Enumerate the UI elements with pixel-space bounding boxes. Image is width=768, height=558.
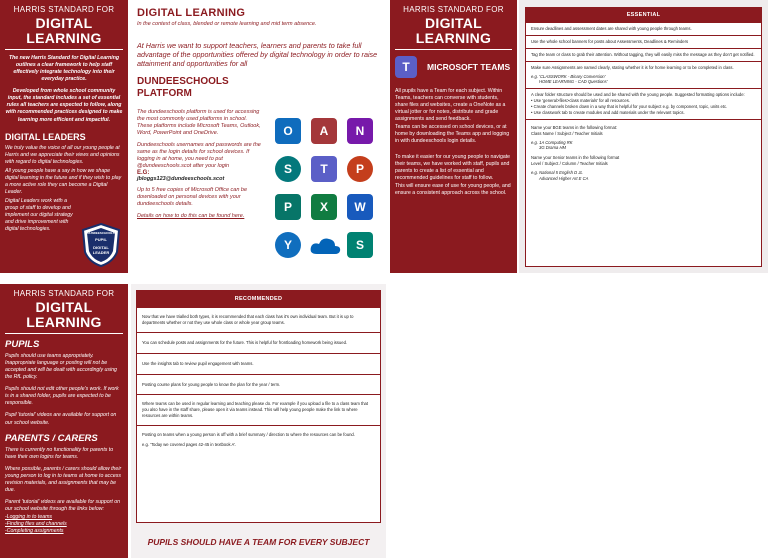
link-completing-assignments[interactable]: -Completing assignments [5, 527, 64, 534]
leaders-p2: All young people have a say in how we shape digital learning in the future and if they wish to play a more active role they can become a Digital Leader. [5, 167, 122, 195]
yammer-icon: Y [275, 232, 301, 258]
platform-p2: Dundeeschools usernames and passwords are the same as the login details for school devices. If logging in at home, you need to put @dundeeschools.scot after your login [137, 141, 261, 169]
recommended-table [136, 290, 381, 523]
badge-top-text: DUNDEESCHOOLS [87, 231, 115, 235]
excel-icon: X [311, 194, 337, 220]
essential-row: Name your BGE teams in the following format: Class Name / Subject / Teacher Initials e.g. 1A Computing RK 3G Drama HM Name your Senior teams in the following format Level / Subject / Column / Teacher Initials e.g. National 5 English D JL Advanced Higher Art E CA [526, 119, 761, 185]
link-logging-in[interactable]: -Logging in to teams [5, 513, 53, 520]
footer-banner: PUPILS SHOULD HAVE A TEAM FOR EVERY SUBJECT [147, 537, 370, 547]
badge-bot2-text: LEADER [92, 250, 110, 255]
recommended-row: Posting course plans for young people to know the plan for the year / term. [137, 374, 380, 395]
teams-p2: Teams can be accessed on school devices, or at home by downloading the Teams app and logging in with dundeeschools login details. [395, 124, 510, 145]
outlook-icon: O [275, 118, 301, 144]
pupils-p2: Pupils should not edit other people's work. If work is in a shared folder, pupils are expected to be responsible. [5, 386, 119, 407]
badge-bot1-text: DIGITAL [93, 245, 109, 250]
details-link[interactable]: Details on how to do this can be found here. [137, 212, 245, 219]
leaders-heading: DIGITAL LEADERS [5, 131, 86, 142]
recommended-header: RECOMMENDED [137, 291, 380, 307]
teams-p1: All pupils have a Team for each subject. Within Teams, teachers can converse with students, share files and websites, create a OneNote as a virtual jotter or for notes, distribute and grade assignments and send feedback. [395, 88, 506, 123]
leaders-p1: We truly value the voice of all our young people at Harris and we appreciate their views and opinions with regard to digital technologies. [5, 144, 120, 165]
platform-p1: The dundeeschools platform is used for accessing the most commonly used platforms in school. These platforms include Microsoft Teams, Outlook, Word, PowerPoint and OneDrive. [137, 109, 261, 137]
teams-p4: This will ensure ease of use for young people, and ensure a consistent approach across the school. [395, 182, 511, 196]
essential-header: ESSENTIAL [526, 8, 761, 22]
sharepoint-icon: S [275, 156, 301, 182]
developed-text: Developed from whole school community input, the standard includes a set of essential rules all teachers are expected to follow, along with recommended practices designed to make learning more efficient and impactful. [5, 88, 123, 123]
sway-icon: S [347, 232, 373, 258]
recommended-row: You can schedule posts and assignments for the future. This is helpful for frontloading homework being issued. [137, 332, 380, 353]
dl-intro: At Harris we want to support teachers, learners and parents to take full advantage of the opportunities offered by digital technology in order to raise attainment and opportunities for all [137, 41, 378, 68]
p3-title-small: HARRIS STANDARD FOR [403, 5, 504, 14]
dl-subheading: In the context of class, blended or remote learning and mid term absence. [137, 21, 317, 27]
essential-row: Tag the team or class to grab their attention. Without tagging, they will easily miss the message as they don't get notified. [526, 48, 761, 61]
essential-row: Use the whole school banners for posts about Assessments, Deadlines & Reminders [526, 35, 761, 48]
powerpoint-icon: P [347, 156, 373, 182]
publisher-icon: P [275, 194, 301, 220]
p4-title-big: DIGITAL LEARNING [26, 299, 102, 330]
recommended-row: Now that we have trialled both types, it is recommended that each class has it's own individual team. But it is up to departments whether or not they use whole class or whole year group teams. [137, 307, 380, 332]
panel-intro [0, 0, 128, 273]
panel-digital-learning [131, 0, 386, 273]
recommended-row: Posting on teams when a young person is off with a brief summary / direction to where the resources can be found. e.g. 'Today we covered pages 42-45 in textbook A'. [137, 425, 380, 454]
platform-heading-2: PLATFORM [137, 88, 192, 99]
digital-leader-badge [80, 222, 122, 268]
badge-mid-text: PUPIL [95, 237, 107, 242]
panel-microsoft-teams [390, 0, 517, 273]
leaders-p3: Digital Leaders work with a group of staff to develop and implement our digital strategy and drive improvement with digital technologies. [5, 197, 73, 232]
recommended-row: Where teams can be used in regular learning and teaching please do. For example if you upload a file to a class team that you also have in the staff share, please open it via teams instead. This will help young people make the link to where resources are within teams. [137, 394, 380, 425]
pupils-p3: Pupil 'tutorial' videos are available for support on our school website. [5, 412, 117, 426]
onenote-icon: N [347, 118, 373, 144]
pupils-p1: Pupils should use teams appropriately. Inappropriate language or posting will not be accepted and will be dealt with accordingly using the RfL policy. [5, 353, 117, 381]
onedrive-icon [309, 236, 341, 256]
title-big: DIGITAL LEARNING [26, 15, 102, 46]
panel-pupils-parents [0, 284, 128, 558]
link-finding-files[interactable]: -Finding files and channels [5, 520, 67, 527]
access-icon: A [311, 118, 337, 144]
essential-table [525, 7, 762, 267]
parents-p3: Parent 'tutorial' videos are available for support on our school website through the links below: [5, 498, 121, 512]
teams-logo-icon: T [395, 56, 417, 78]
parents-p1: There is currently no functionality for parents to have their own logins for teams. [5, 446, 114, 460]
teams-p3: To make it easier for our young people to navigate their teams, we have worked with staff, pupils and parents to create a list of essential and recommended guidelines for staff to follow. [395, 153, 511, 181]
essential-row: Ensure deadlines and assessment dates are shared with young people through teams. [526, 22, 761, 35]
essential-row: A clear folder structure should be used and be shared with the young people. Suggested formatting options include: • Use 'general>files>class materials' for all resources. • Create channels broken down in a way that is helpful for your subject e.g. by component, topic, units etc. • Use classwork tab to create modules and add materials under the relevant topics. [526, 88, 761, 119]
intro-text: The new Harris Standard for Digital Learning outlines a clear framework to help staff effectively integrate technology into their everyday practice. [8, 55, 120, 83]
platform-heading-1: DUNDEESCHOOLS [137, 76, 229, 87]
panel-essential [519, 0, 768, 273]
platform-p3: Up to 5 free copies of Microsoft Office can be downloaded on personal devices with your dundeeschools details. [137, 187, 248, 208]
essential-row: Make sure Assignments are named clearly, stating whether it is for home learning or to be completed in class. e.g. 'CLASSWORK - Binary Conversion' HOME LEARNING - CAD Questions' [526, 61, 761, 89]
p4-title-small: HARRIS STANDARD FOR [13, 289, 115, 298]
dl-heading: DIGITAL LEARNING [137, 7, 246, 19]
eg-value: jbloggs123@dundeeschools.scot [137, 176, 225, 183]
recommended-row: Use the insights tab to review pupil engagement with teams. [137, 353, 380, 374]
pupils-heading: PUPILS [5, 339, 40, 351]
tutorial-links [5, 514, 123, 535]
p3-title-big: DIGITAL LEARNING [415, 15, 492, 46]
parents-heading: PARENTS / CARERS [5, 432, 98, 444]
title-small: HARRIS STANDARD FOR [13, 5, 115, 14]
panel-recommended [131, 284, 386, 558]
app-icon-grid [275, 118, 379, 268]
parents-p2: Where possible, parents / carers should allow their young person to log in to teams at home to access revision materials, and assignments that may be due. [5, 465, 122, 493]
eg-label: E.G: [137, 170, 150, 177]
word-icon: W [347, 194, 373, 220]
teams-heading: MICROSOFT TEAMS [427, 62, 511, 73]
teams-icon: T [311, 156, 337, 182]
